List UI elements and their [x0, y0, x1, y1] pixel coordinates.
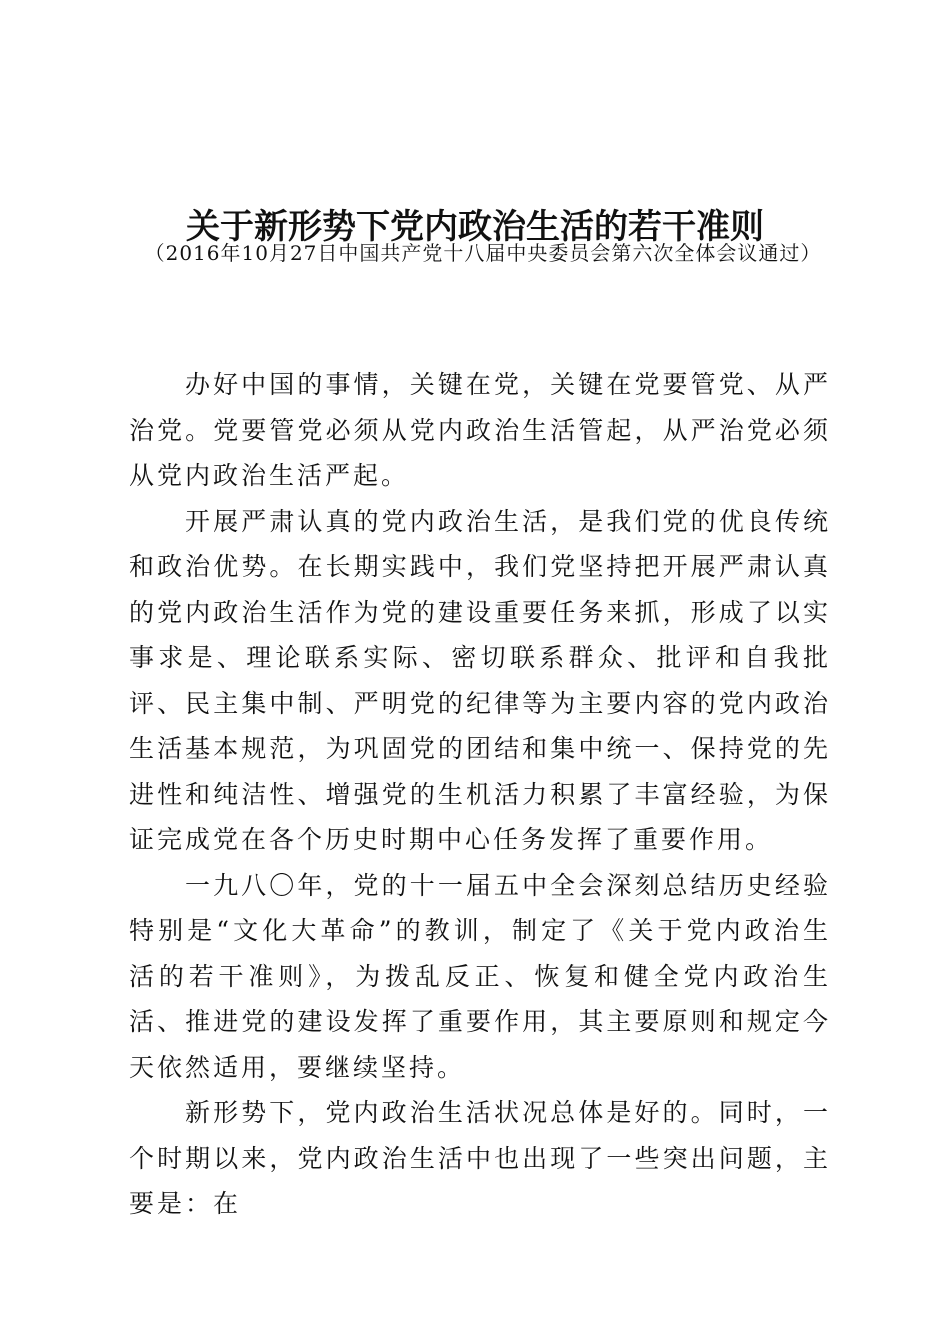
paragraph: 开展严肃认真的党内政治生活，是我们党的优良传统和政治优势。在长期实践中，我们党坚持把开展严肃认真的党内政治生活作为党的建设重要任务来抓，形成了以实事求是、理论联系实际、密切联系群众、批评和自我批评、民主集中制、严明党的纪律等为主要内容的党内政治生活基本规范，为巩固党的团结和集中统一、保持党的先进性和纯洁性、增强党的生机活力积累了丰富经验，为保证完成党在各个历史时期中心任务发挥了重要作用。	[129, 506, 831, 854]
paragraph: 办好中国的事情，关键在党，关键在党要管党、从严治党。党要管党必须从党内政治生活管起，从严治党必须从党内政治生活严起。	[129, 370, 831, 490]
paragraph: 一九八〇年，党的十一届五中全会深刻总结历史经验特别是“文化大革命”的教训，制定了《关于党内政治生活的若干准则》，为拨乱反正、恢复和健全党内政治生活、推进党的建设发挥了重要作用，其主要原则和规定今天依然适用，要继续坚持。	[129, 870, 831, 1082]
document-body	[129, 362, 831, 1227]
paragraph: 新形势下，党内政治生活状况总体是好的。同时，一个时期以来，党内政治生活中也出现了一些突出问题，主要是：在	[129, 1098, 831, 1218]
document-subtitle: （2016年10月27日中国共产党十八届中央委员会第六次全体会议通过）	[144, 241, 822, 265]
document-title: 关于新形势下党内政治生活的若干准则	[186, 206, 764, 247]
